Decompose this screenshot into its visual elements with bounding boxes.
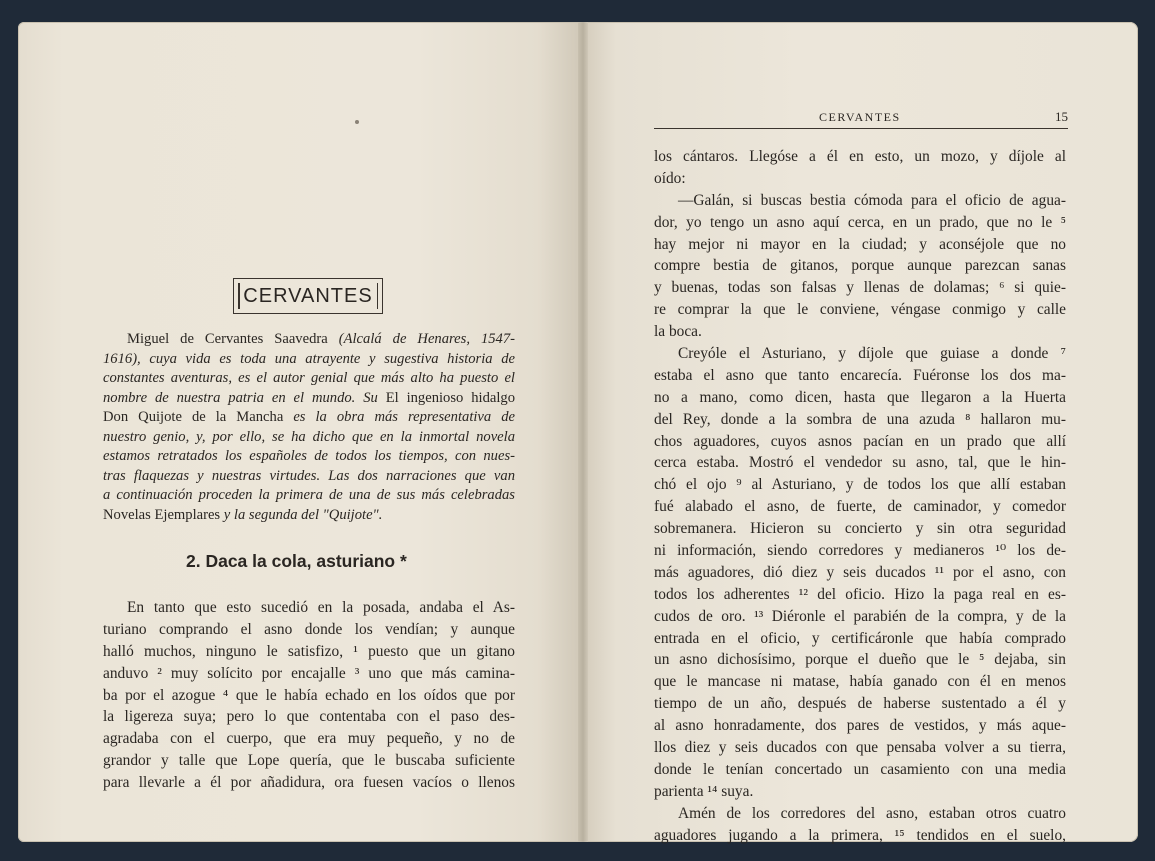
intro-text-run: estamos retratados los españoles de todos los tiempos, con nues- (103, 448, 515, 464)
text-line: grandor y talle que Lope quería, que le buscaba suficiente (103, 752, 515, 770)
intro-text-run: Novelas Ejemplares (103, 506, 224, 523)
text-line: fué alabado el asno, de fuerte, de caminador, y comedor (654, 498, 1066, 516)
book-gutter (578, 22, 588, 842)
intro-line (103, 408, 515, 428)
text-line: y buenas, todas son falsas y llenas de dolamas; ⁶ si quie- (654, 279, 1066, 297)
text-line: la ligereza suya; pero lo que contentaba con el paso des- (103, 708, 515, 726)
text-line: ba por el azogue ⁴ que le había echado en los oídos que por (103, 686, 515, 704)
text-line: parienta ¹⁴ suya. (654, 782, 754, 800)
text-line: más aguadores, dió diez y seis ducados ¹¹ por el asno, con (654, 563, 1066, 581)
author-intro-paragraph (103, 330, 515, 525)
intro-text-run: Miguel de Cervantes Saavedra (127, 331, 339, 347)
text-line: Amén de los corredores del asno, estaban otros cuatro (678, 804, 1066, 822)
text-line: oído: (654, 169, 686, 187)
intro-text-run: nombre de nuestra patria en el mundo. Su (103, 389, 386, 406)
intro-line (103, 428, 515, 448)
text-line: del Rey, donde a la sombra de una azuda ⁸ hallaron mu- (654, 410, 1066, 428)
text-line: estaba el asno que tanto encarecía. Fuéronse los dos ma- (654, 366, 1066, 384)
text-line: donde le tenían concertado un casamiento con una media (654, 760, 1066, 778)
page-number: 15 (1055, 109, 1068, 124)
text-line: cudos de oro. ¹³ Diéronle el parabién de la compra, y de la (654, 607, 1066, 625)
text-line: tiempo de un año, después de haberse sustentado a él y (654, 695, 1066, 713)
text-line: la boca. (654, 323, 702, 341)
right-body-text (654, 146, 1066, 847)
text-line: no a mano, como dicen, hasta que llegaron a la Huerta (654, 388, 1066, 406)
text-line: para llevarle a él por añadidura, ora fuesen vacíos o llenos (103, 774, 515, 792)
intro-line (103, 506, 515, 526)
intro-text-run: y la segunda del "Quijote". (223, 506, 383, 523)
text-line: al asno honradamente, dos pares de vestidos, y más aque- (654, 717, 1066, 735)
intro-text-run: El ingenioso hidalgo (385, 389, 515, 406)
running-head-title: CERVANTES (819, 110, 901, 124)
text-line: turiano comprando el asno donde los vendían; y aunque (103, 620, 515, 638)
intro-line (103, 369, 515, 389)
text-line: hay mejor ni mayor en la ciudad; y aconséjole que no (654, 235, 1066, 253)
text-line: En tanto que esto sucedió en la posada, andaba el As- (127, 599, 515, 616)
intro-text-run: Don Quijote de la Mancha (103, 409, 294, 425)
intro-text-run: a continuación proceden la primera de una de sus más celebradas (103, 487, 515, 503)
text-line: sobremanera. Hicieron su concierto y sin otra seguridad (654, 520, 1066, 538)
text-line: Creyóle el Asturiano, y díjole que guiase a donde ⁷ (678, 345, 1066, 363)
text-line: llos diez y seis ducados con que pensaba volver a su tierra, (654, 739, 1066, 757)
intro-text-run: (Alcalá de Henares, 1547- (338, 331, 516, 347)
intro-text-run: constantes aventuras, es el autor genial que más alto ha puesto el (103, 370, 515, 386)
paper-speck (355, 120, 359, 124)
text-line: re comprar la que le conviene, véngase conmigo y calle (654, 301, 1066, 319)
section-heading: 2. Daca la cola, asturiano * (186, 551, 407, 571)
text-line: entrada en el oficio, y certificáronle que había comprado (654, 629, 1066, 647)
chapter-title-box (233, 278, 383, 314)
chapter-title: CERVANTES (243, 284, 373, 307)
intro-line (103, 486, 515, 506)
text-line: aguadores jugando a la primera, ¹⁵ tendidos en el suelo, (654, 826, 1066, 844)
text-line: compre bestia de gitanos, porque aunque parezcan sanas (654, 257, 1066, 275)
left-body-text (103, 597, 515, 794)
intro-line (103, 330, 515, 350)
running-head (654, 108, 1068, 129)
text-line: un asno dichosísimo, porque el dueño que le ⁵ dejaba, sin (654, 651, 1066, 669)
intro-text-run: nuestro genio, y, por ello, se ha dicho que en la inmortal novela (103, 428, 515, 445)
text-line: cerca estaba. Mostró el vendedor su asno, tal, que le hin- (654, 454, 1066, 472)
text-line: chó el ojo ⁹ al Asturiano, y de todos los que allí estaban (654, 476, 1066, 494)
text-line: —Galán, si buscas bestia cómoda para el oficio de agua- (678, 191, 1066, 209)
text-line: agradaba con el cuerpo, que era muy pequeño, y no de (103, 730, 515, 748)
text-line: ni información, siendo corredores y medianeros ¹⁰ los de- (654, 542, 1066, 560)
text-line: chos aguadores, cuyos asnos pacían en un prado que allí (654, 432, 1066, 450)
text-line: halló muchos, ninguno le satisfizo, ¹ puesto que un gitano (103, 642, 515, 660)
text-line: que le mancase ni matase, había ganado con él en menos (654, 673, 1066, 691)
text-line: todos los adherentes ¹² del oficio. Hizo la paga real en es- (654, 585, 1066, 603)
intro-text-run: 1616), cuya vida es toda una atrayente y sugestiva historia de (103, 350, 515, 367)
text-line: anduvo ² muy solícito por encajalle ³ uno que más camina- (103, 664, 515, 682)
intro-text-run: tras flaquezas y nuestras virtudes. Las dos narraciones que van (103, 467, 515, 484)
intro-line (103, 467, 515, 487)
text-line: dor, yo tengo un asno aquí cerca, en un prado, que no le ⁵ (654, 213, 1066, 231)
intro-line (103, 350, 515, 370)
text-line: los cántaros. Llegóse a él en esto, un mozo, y díjole al (654, 148, 1066, 165)
intro-text-run: es la obra más representativa de (293, 409, 515, 425)
intro-line (103, 389, 515, 409)
intro-line (103, 447, 515, 467)
